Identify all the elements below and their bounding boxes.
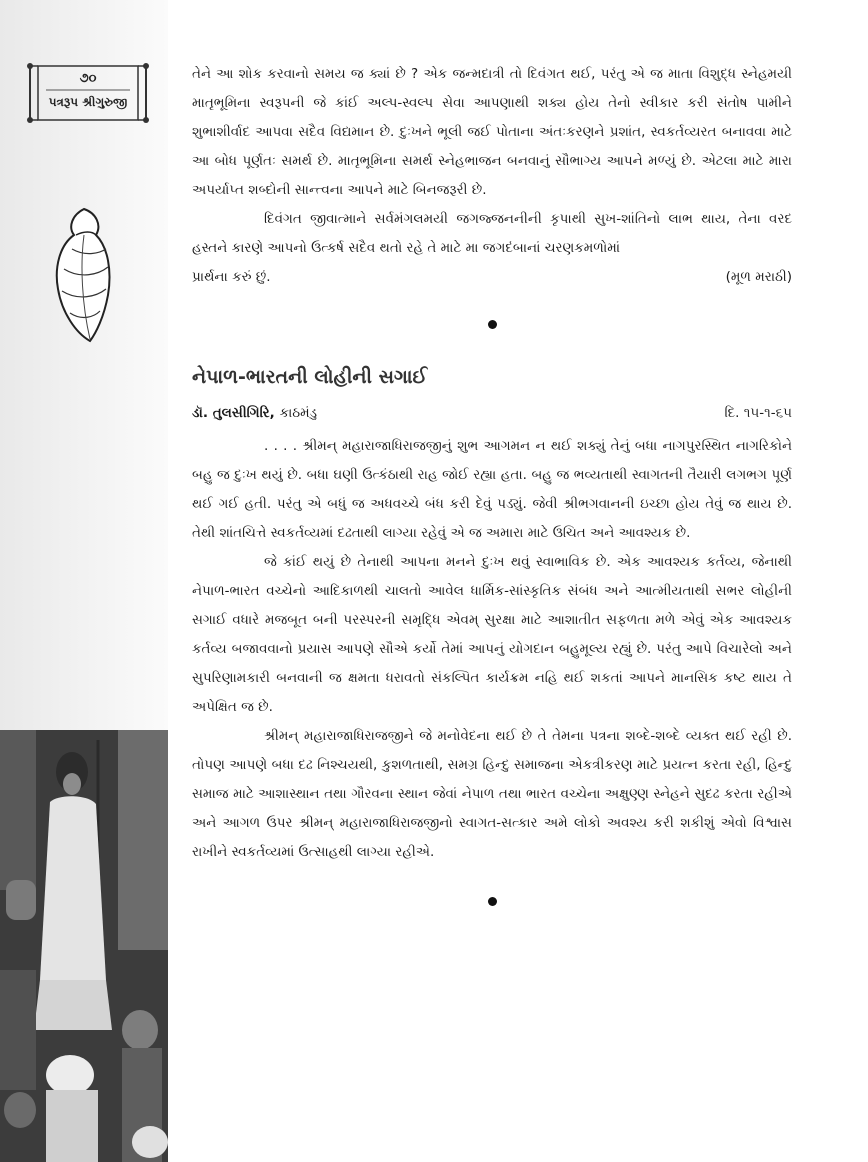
author-row [192,399,792,428]
letter1-paragraph: તેને આ શોક કરવાનો સમય જ ક્યાં છે ? એક જન્મદાત્રી તો દિવંગત થઈ, પરંતુ એ જ માતા વિશુદ્ધ સ્નેહમયી માતૃભૂમિના સ્વરૂપની જે કાંઈ અલ્પ-સ્વલ્પ સેવા આપણાથી શક્ય હોય તેનો સ્વીકાર કરી સંતોષ પામીને શુભાશીર્વાદ આપવા સદૈવ વિદ્યમાન છે. દુઃખને ભૂલી જઈ પોતાના અંતઃકરણને પ્રશાંત, સ્વકર્તવ્યરત બનાવવા માટે આ બોધ પૂર્ણતઃ સમર્થ છે. માતૃભૂમિના સમર્થ સ્નેહભાજન બનવાનું સૌભાગ્ય આપને મળ્યું છે. એટલા માટે મારા અપર્યાપ્ત શબ્દોની સાન્ત્વના આપને માટે બિનજરૂરી છે. [192,66,792,198]
letter2-paragraph: શ્રીમન્ મહારાજાધિરાજજીને જે મનોવેદના થઈ છે તે તેમના પત્રના શબ્દે-શબ્દે વ્યક્ત થઈ રહી છે. તોપણ આપણે બધા દઢ નિશ્ચયથી, કુશળતાથી, સમગ્ર હિન્દુ સમાજના એકત્રીકરણ માટે પ્રયત્ન કરતા રહી, હિન્દુ સમાજ માટે આશાસ્થાન તથા ગૌરવના સ્થાન જેવાં નેપાળ તથા ભારત વચ્ચેના અક્ષુણ્ણ સ્નેહને સુદઢ કરતા રહીએ અને આગળ ઉપર શ્રીમન્ મહારાજાધિરાજજીનો સ્વાગત-સત્કાર અમે લોકો અવશ્ય કરી શકીશું એવો વિશ્વાસ રાખીને સ્વકર્તવ્યમાં ઉત્સાહથી લાગ્યા રહીએ. [192,728,792,860]
letter2-paragraph: . . . . શ્રીમન્ મહારાજાધિરાજજીનું શુભ આગમન ન થઈ શક્યું તેનું બધા નાગપુરસ્થિત નાગરિકોને બહુ જ દુઃખ થયું છે. બધા ઘણી ઉત્કંઠાથી રાહ જોઈ રહ્યા હતા. બહુ જ ભવ્યતાથી સ્વાગતની તૈયારી લગભગ પૂર્ણ થઈ ગઈ હતી. પરંતુ એ બધું જ અધવચ્ચે બંધ કરી દેવું પડ્યું. જેવી શ્રીભગવાનની ઇચ્છા હોય તેવું જ થાય છે. તેથી શાંતચિત્તે સ્વકર્તવ્યમાં દઢતાથી લાગ્યા રહેવું એ જ અમારા માટે ઉચિત અને આવશ્યક છે. [192,438,792,541]
letter-date: દિ. ૧૫-૧-૬૫ [724,405,792,421]
section-divider-bullet [488,897,497,906]
author-place: કાઠમંડુ [279,405,318,421]
page-number: ૭૦ [79,71,97,86]
letter-heading: નેપાળ-ભારતની લોહીની સગાઈ [192,366,428,388]
letter2-paragraph: જે કાંઈ થયું છે તેનાથી આપના મનને દુઃખ થવું સ્વાભાવિક છે. એક આવશ્યક કર્તવ્ય, જેનાથી નેપાળ-ભારત વચ્ચેનો આદિકાળથી ચાલતો આવેલ ધાર્મિક-સાંસ્કૃતિક સંબંધ અને આત્મીયતાથી સભર લોહીની સગાઈ વધારે મજબૂત બની પરસ્પરની સમૃદ્ધિ એવમ્ સુરક્ષા માટે આશાતીત સફળતા મળે એવું એક આવશ્યક કર્તવ્ય બજાવવાનો પ્રયાસ આપણે સૌએ કર્યો તેમાં આપનું યોગદાન બહુમૂલ્ય રહ્યું છે. પરંતુ આપે વિચારેલો અને સુપરિણામકારી બનવાની જ ક્ષમતા ધરાવતો સંકલ્પિત કાર્યક્રમ નહિ થઈ શકતાં આપને માનસિક કષ્ટ થાય તે અપેક્ષિત જ છે. [192,554,792,715]
page-label-scroll [26,62,150,124]
section-divider-bullet [488,320,497,329]
historical-photo [0,730,168,1162]
letter1-closing-line: પ્રાર્થના કરું છું. [192,269,271,285]
author-name: ડૉ. તુલસીગિરિ, [192,405,275,421]
author-block [192,399,317,428]
letter1-paragraph: દિવંગત જીવાત્માને સર્વમંગલમયી જગજ્જનનીની કૃપાથી સુખ-શાંતિનો લાભ થાય, તેના વરદ હસ્તને કારણે આપનો ઉત્કર્ષ સદૈવ થતો રહે તે માટે મા જગદંબાનાં ચરણકમળોમાં [192,211,792,256]
source-language-note: (મૂળ મરાઠી) [725,269,792,285]
page-content [192,60,792,906]
letter1-closing-row [192,263,792,292]
sidebar [0,0,168,1162]
section-label: પત્રરૂપ શ્રીગુરુજી [48,95,128,109]
conch-shell-icon [50,205,118,345]
